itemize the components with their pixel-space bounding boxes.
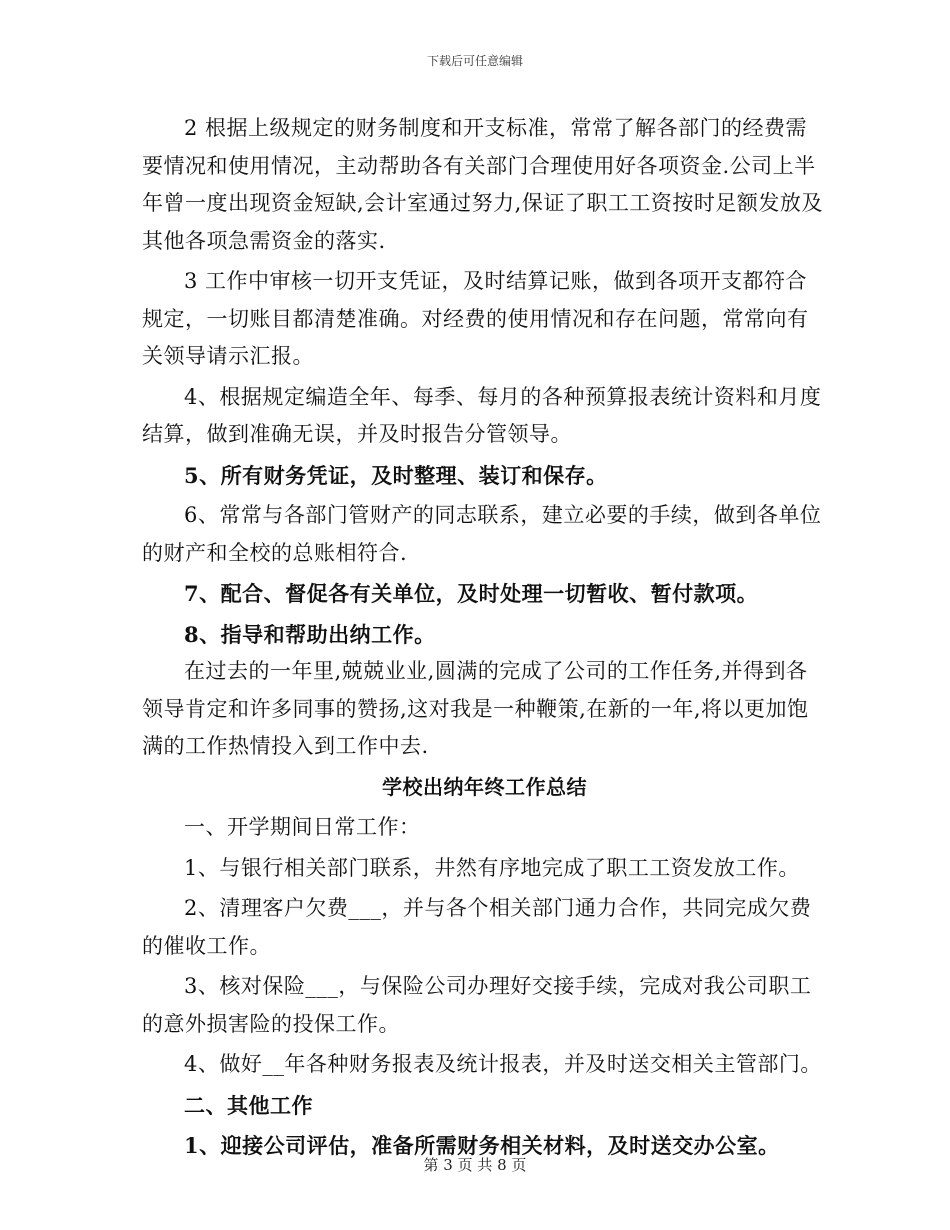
paragraph: 3、核对保险___，与保险公司办理好交接手续，完成对我公司职工的意外损害险的投保工作。 [142,974,812,1036]
paragraph: 3 工作中审核一切开支凭证，及时结算记账，做到各项开支都符合规定，一切账目都清楚准确。对经费的使用情况和存在问题，常常向有关领导请示汇报。 [142,269,809,368]
paragraph: 4、根据规定编造全年、每季、每月的各种预算报表统计资料和月度结算，做到准确无误，并及时报告分管领导。 [142,384,822,446]
paragraph: 5、所有财务凭证，及时整理、装订和保存。 [184,462,608,488]
paragraph: 1、迎接公司评估，准备所需财务相关材料，及时送交办公室。 [184,1133,780,1158]
paragraph: 一、开学期间日常工作： [184,815,421,839]
page-footer: 第 3 页 共 8 页 [423,1156,527,1174]
paragraph: 8、指导和帮助出纳工作。 [184,621,436,647]
paragraph: 4、做好__年各种财务报表及统计报表，并及时送交相关主管部门。 [184,1052,822,1076]
section-title: 学校出纳年终工作总结 [382,774,587,799]
paragraph: 7、配合、督促各有关单位，及时处理一切暂收、暂付款项。 [184,581,759,606]
paragraph: 6、常常与各部门管财产的同志联系，建立必要的手续，做到各单位的财产和全校的总账相符合. [142,503,822,565]
document-body [142,110,827,1165]
paragraph: 二、其他工作 [184,1092,313,1118]
paragraph: 1、与银行相关部门联系，井然有序地完成了职工工资发放工作。 [184,855,800,880]
paragraph: 在过去的一年里,兢兢业业,圆满的完成了公司的工作任务,并得到各领导肯定和许多同事的赞扬,这对我是一种鞭策,在新的一年,将以更加饱满的工作热情投入到工作中去. [142,659,809,758]
paragraph: 2、清理客户欠费___，并与各个相关部门通力合作，共同完成欠费的催收工作。 [142,896,812,958]
page-header: 下载后可任意编辑 [426,54,523,68]
paragraph: 2 根据上级规定的财务制度和开支标准，常常了解各部门的经费需要情况和使用情况，主动帮助各有关部门合理使用好各项资金.公司上半年曾一度出现资金短缺,会计室通过努力,保证了职工工资按时足额发放及其他各项急需资金的落实. [142,116,823,253]
